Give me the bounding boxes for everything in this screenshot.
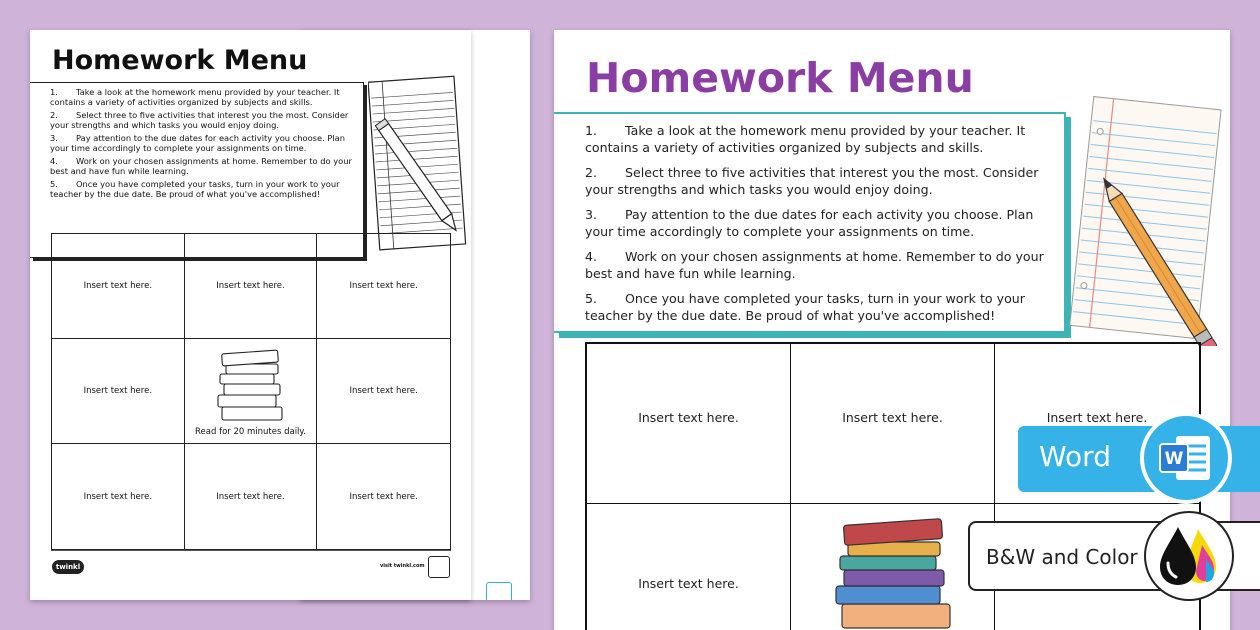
page-title: Homework Menu	[586, 54, 974, 102]
word-label: Word	[1039, 440, 1111, 473]
instructions-box	[30, 82, 364, 258]
instructions-box	[554, 112, 1066, 333]
word-icon	[1158, 432, 1214, 484]
grid-cell: Insert text here.	[995, 344, 1199, 504]
instruction-item: 4. Work on your chosen assignments at home. Remember to do your best and have fun while learning.	[50, 156, 352, 176]
grid-cell-center	[791, 504, 995, 630]
word-icon-letter: W	[1164, 449, 1184, 469]
grid-cell: Insert text here.	[52, 234, 185, 339]
instruction-item: 3. Pay attention to the due dates for each activity you choose. Plan your time accordingly to complete your assignments on time.	[50, 133, 346, 153]
instruction-item: 2. Select three to five activities that interest you the most. Consider your strengths and which tasks you would enjoy doing.	[50, 110, 349, 130]
grid-cell: Insert text here.	[791, 344, 995, 504]
twinkl-logo: twinkl	[52, 560, 84, 574]
grid-cell: Insert text here.	[52, 444, 185, 549]
word-icon-circle	[1140, 412, 1232, 504]
books-stack-icon	[830, 514, 956, 630]
bw-color-label: B&W and Color	[986, 545, 1138, 569]
paper-pencil-icon	[1059, 96, 1224, 346]
bw-color-badge	[968, 521, 1260, 591]
grid-cell: Insert text here.	[587, 344, 791, 504]
grid-cell: Insert text here.	[185, 234, 318, 339]
ink-drops-icon	[1154, 521, 1224, 591]
grid-cell: Insert text here.	[185, 444, 318, 549]
instruction-item: 3. Pay attention to the due dates for each activity you choose. Plan your time accordingly to complete your assignments on time.	[585, 207, 1034, 239]
footer-divider	[51, 550, 451, 551]
word-format-badge	[1018, 426, 1260, 492]
instruction-item: 2. Select three to five activities that interest you the most. Consider your strengths and which tasks you would enjoy doing.	[585, 165, 1039, 197]
instruction-item: 5. Once you have completed your tasks, turn in your work to your teacher by the due date. Be proud of what you've accomplished!	[585, 291, 1025, 323]
homework-grid	[51, 233, 451, 550]
ink-drops-icon-circle	[1144, 511, 1234, 601]
instruction-item: 1. Take a look at the homework menu provided by your teacher. It contains a variety of activities organized by subjects and skills.	[585, 123, 1026, 155]
back-page-badge	[486, 582, 512, 600]
visit-text: visit twinkl.com	[380, 563, 425, 569]
grid-cell: Insert text here.	[317, 234, 450, 339]
bw-preview-sheet	[30, 30, 471, 600]
read-daily-text: Read for 20 minutes daily.	[195, 427, 306, 437]
grid-cell: Insert text here.	[587, 504, 791, 630]
instruction-item: 1. Take a look at the homework menu provided by your teacher. It contains a variety of activities organized by subjects and skills.	[50, 87, 340, 107]
grid-cell: Insert text here.	[52, 339, 185, 444]
books-stack-icon	[210, 347, 290, 423]
page-title: Homework Menu	[52, 45, 308, 76]
grid-cell-center	[185, 339, 318, 444]
quality-badge-icon	[428, 556, 450, 578]
grid-cell: Insert text here.	[349, 491, 418, 502]
instruction-item: 4. Work on your chosen assignments at home. Remember to do your best and have fun while learning.	[585, 249, 1044, 281]
instruction-item: 5. Once you have completed your tasks, turn in your work to your teacher by the due date. Be proud of what you've accomplished!	[50, 179, 340, 199]
paper-pencil-icon	[368, 75, 468, 255]
grid-cell: Insert text here.	[317, 339, 450, 444]
